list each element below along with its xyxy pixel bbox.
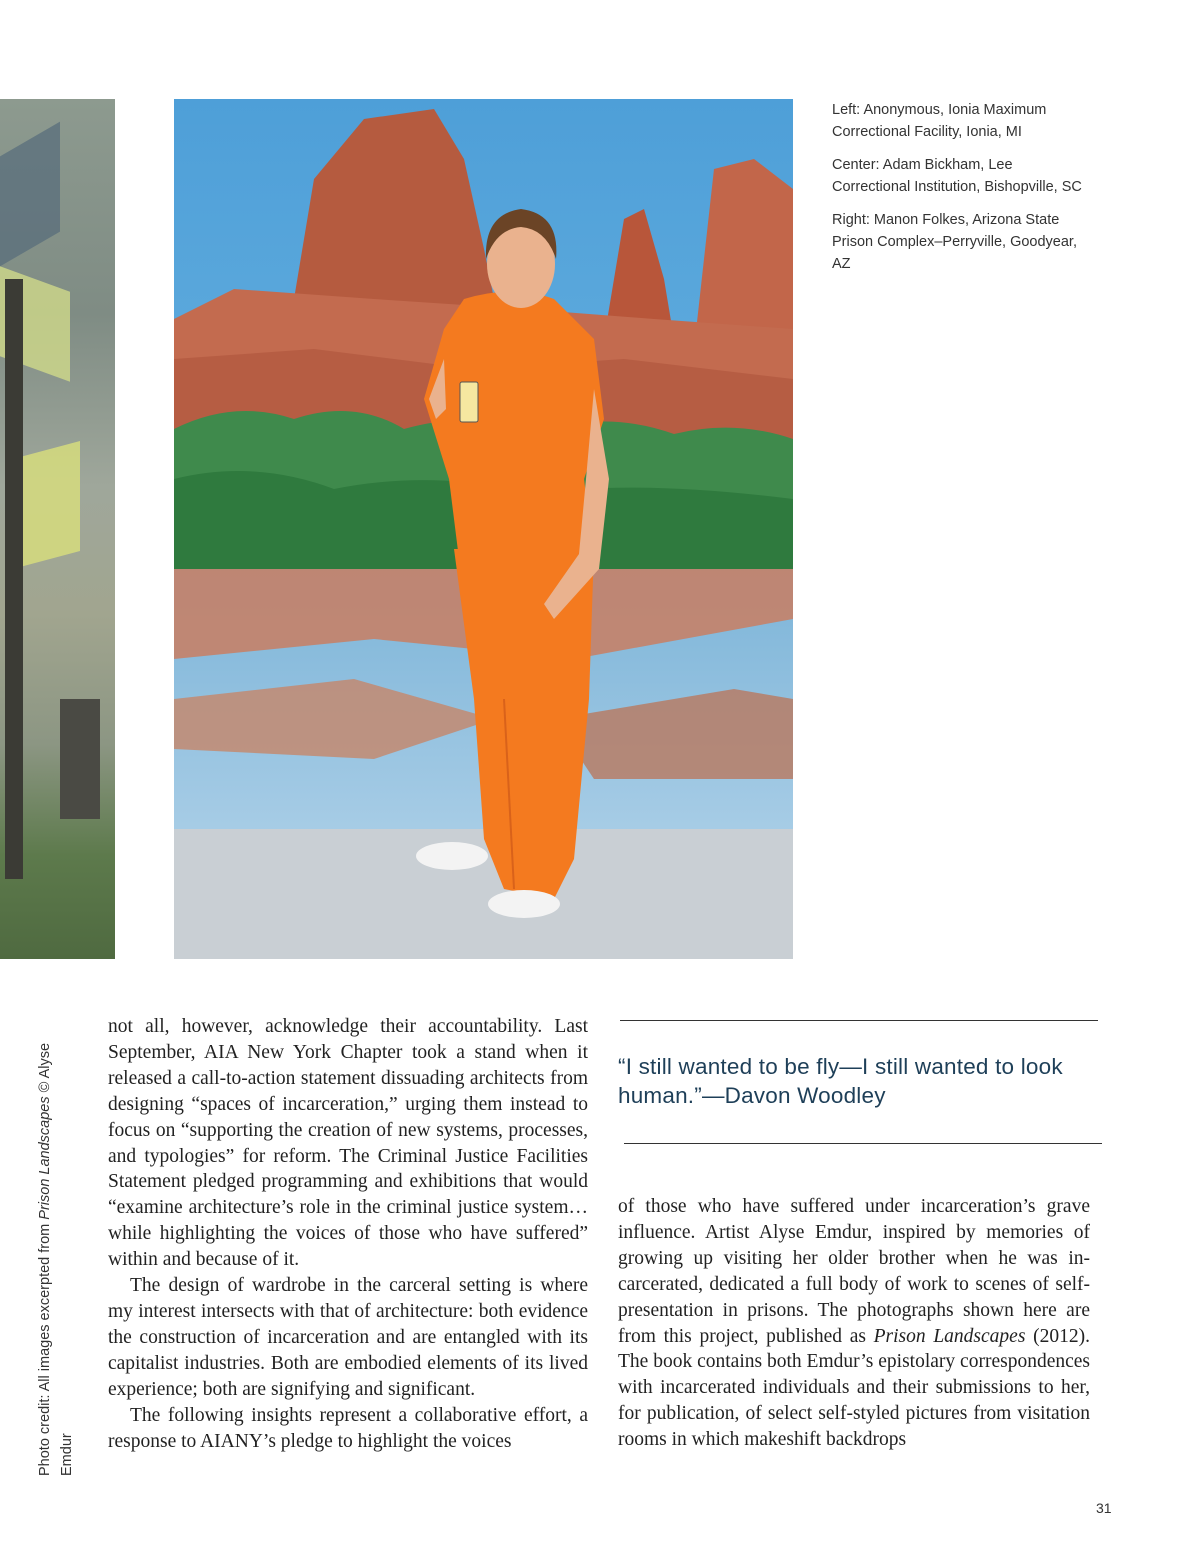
paragraph: not all, however, acknowledge their accountability. Last September, AIA New York Chapter took a stand when it released a call-to-action statement dissuading architects from designing “spaces of incarceration,” urging them instead to focus on “supporting the creation of new systems, processes, and typologies” for reform. The Criminal Justice Facilities Statement pledged programming and exhibitions that would “examine architecture’s role in the criminal justice system…while highlighting the voices of those who have suffered” within and because of it. xyxy=(108,1016,588,1271)
book-title: Prison Landscapes xyxy=(873,1325,1026,1347)
photo-credit-prefix: Photo credit: All images excerpted from xyxy=(37,1219,53,1476)
photo-left-cropped xyxy=(0,99,115,959)
paragraph: The design of wardrobe in the carceral setting is where my interest intersects with that of architecture: both evidence the construction of incarceration and are entangled with its capitalist industries. Both are embodied elements of its lived experience; both are signifying and significant. xyxy=(108,1275,588,1400)
photo-credit-suffix: © Alyse Emdur xyxy=(37,1042,75,1476)
pull-quote-rule-top xyxy=(620,1020,1098,1021)
photo-credit xyxy=(34,1016,78,1476)
body-column-right xyxy=(618,1194,1090,1453)
pull-quote: “I still wanted to be fly—I still wanted to look human.”—Davon Woodley xyxy=(618,1054,1063,1108)
body-column-left xyxy=(108,1014,588,1454)
paragraph-text: (2012). The book contains both Emdur’s epistolary correspondences with incarcerated individuals and their submissions to her, for publication, of select self-styled pictures from visitation rooms in which makeshift backdrops xyxy=(618,1325,1090,1451)
photo-credit-title: Prison Landscapes xyxy=(37,1096,53,1220)
caption-right: Right: Manon Folkes, Arizona State Prison Complex–Perryville, Goodyear, AZ xyxy=(832,212,1077,272)
photo-center-portrait xyxy=(174,99,793,959)
photo-captions xyxy=(832,99,1092,286)
caption-left: Left: Anonymous, Ionia Maximum Correctional Facility, Ionia, MI xyxy=(832,102,1047,140)
portrait-illustration xyxy=(174,99,793,959)
paragraph: The following insights represent a collaborative effort, a response to AIANY’s pledge to highlight the voices xyxy=(108,1404,588,1452)
page-number: 31 xyxy=(1096,1500,1112,1516)
paragraph xyxy=(618,1194,1090,1453)
caption-center: Center: Adam Bickham, Lee Correctional Institution, Bishopville, SC xyxy=(832,157,1082,195)
pull-quote-rule-bottom xyxy=(624,1143,1102,1144)
paragraph-text: of those who have suffered under incarceration’s grave influence. Artist Alyse Emdur, inspired by memories of growing up visiting her older brother when he was incarcerated, dedicated a full body of work to scenes of self-presentation in prisons. The photographs shown here are from this project, published as xyxy=(618,1196,1090,1347)
